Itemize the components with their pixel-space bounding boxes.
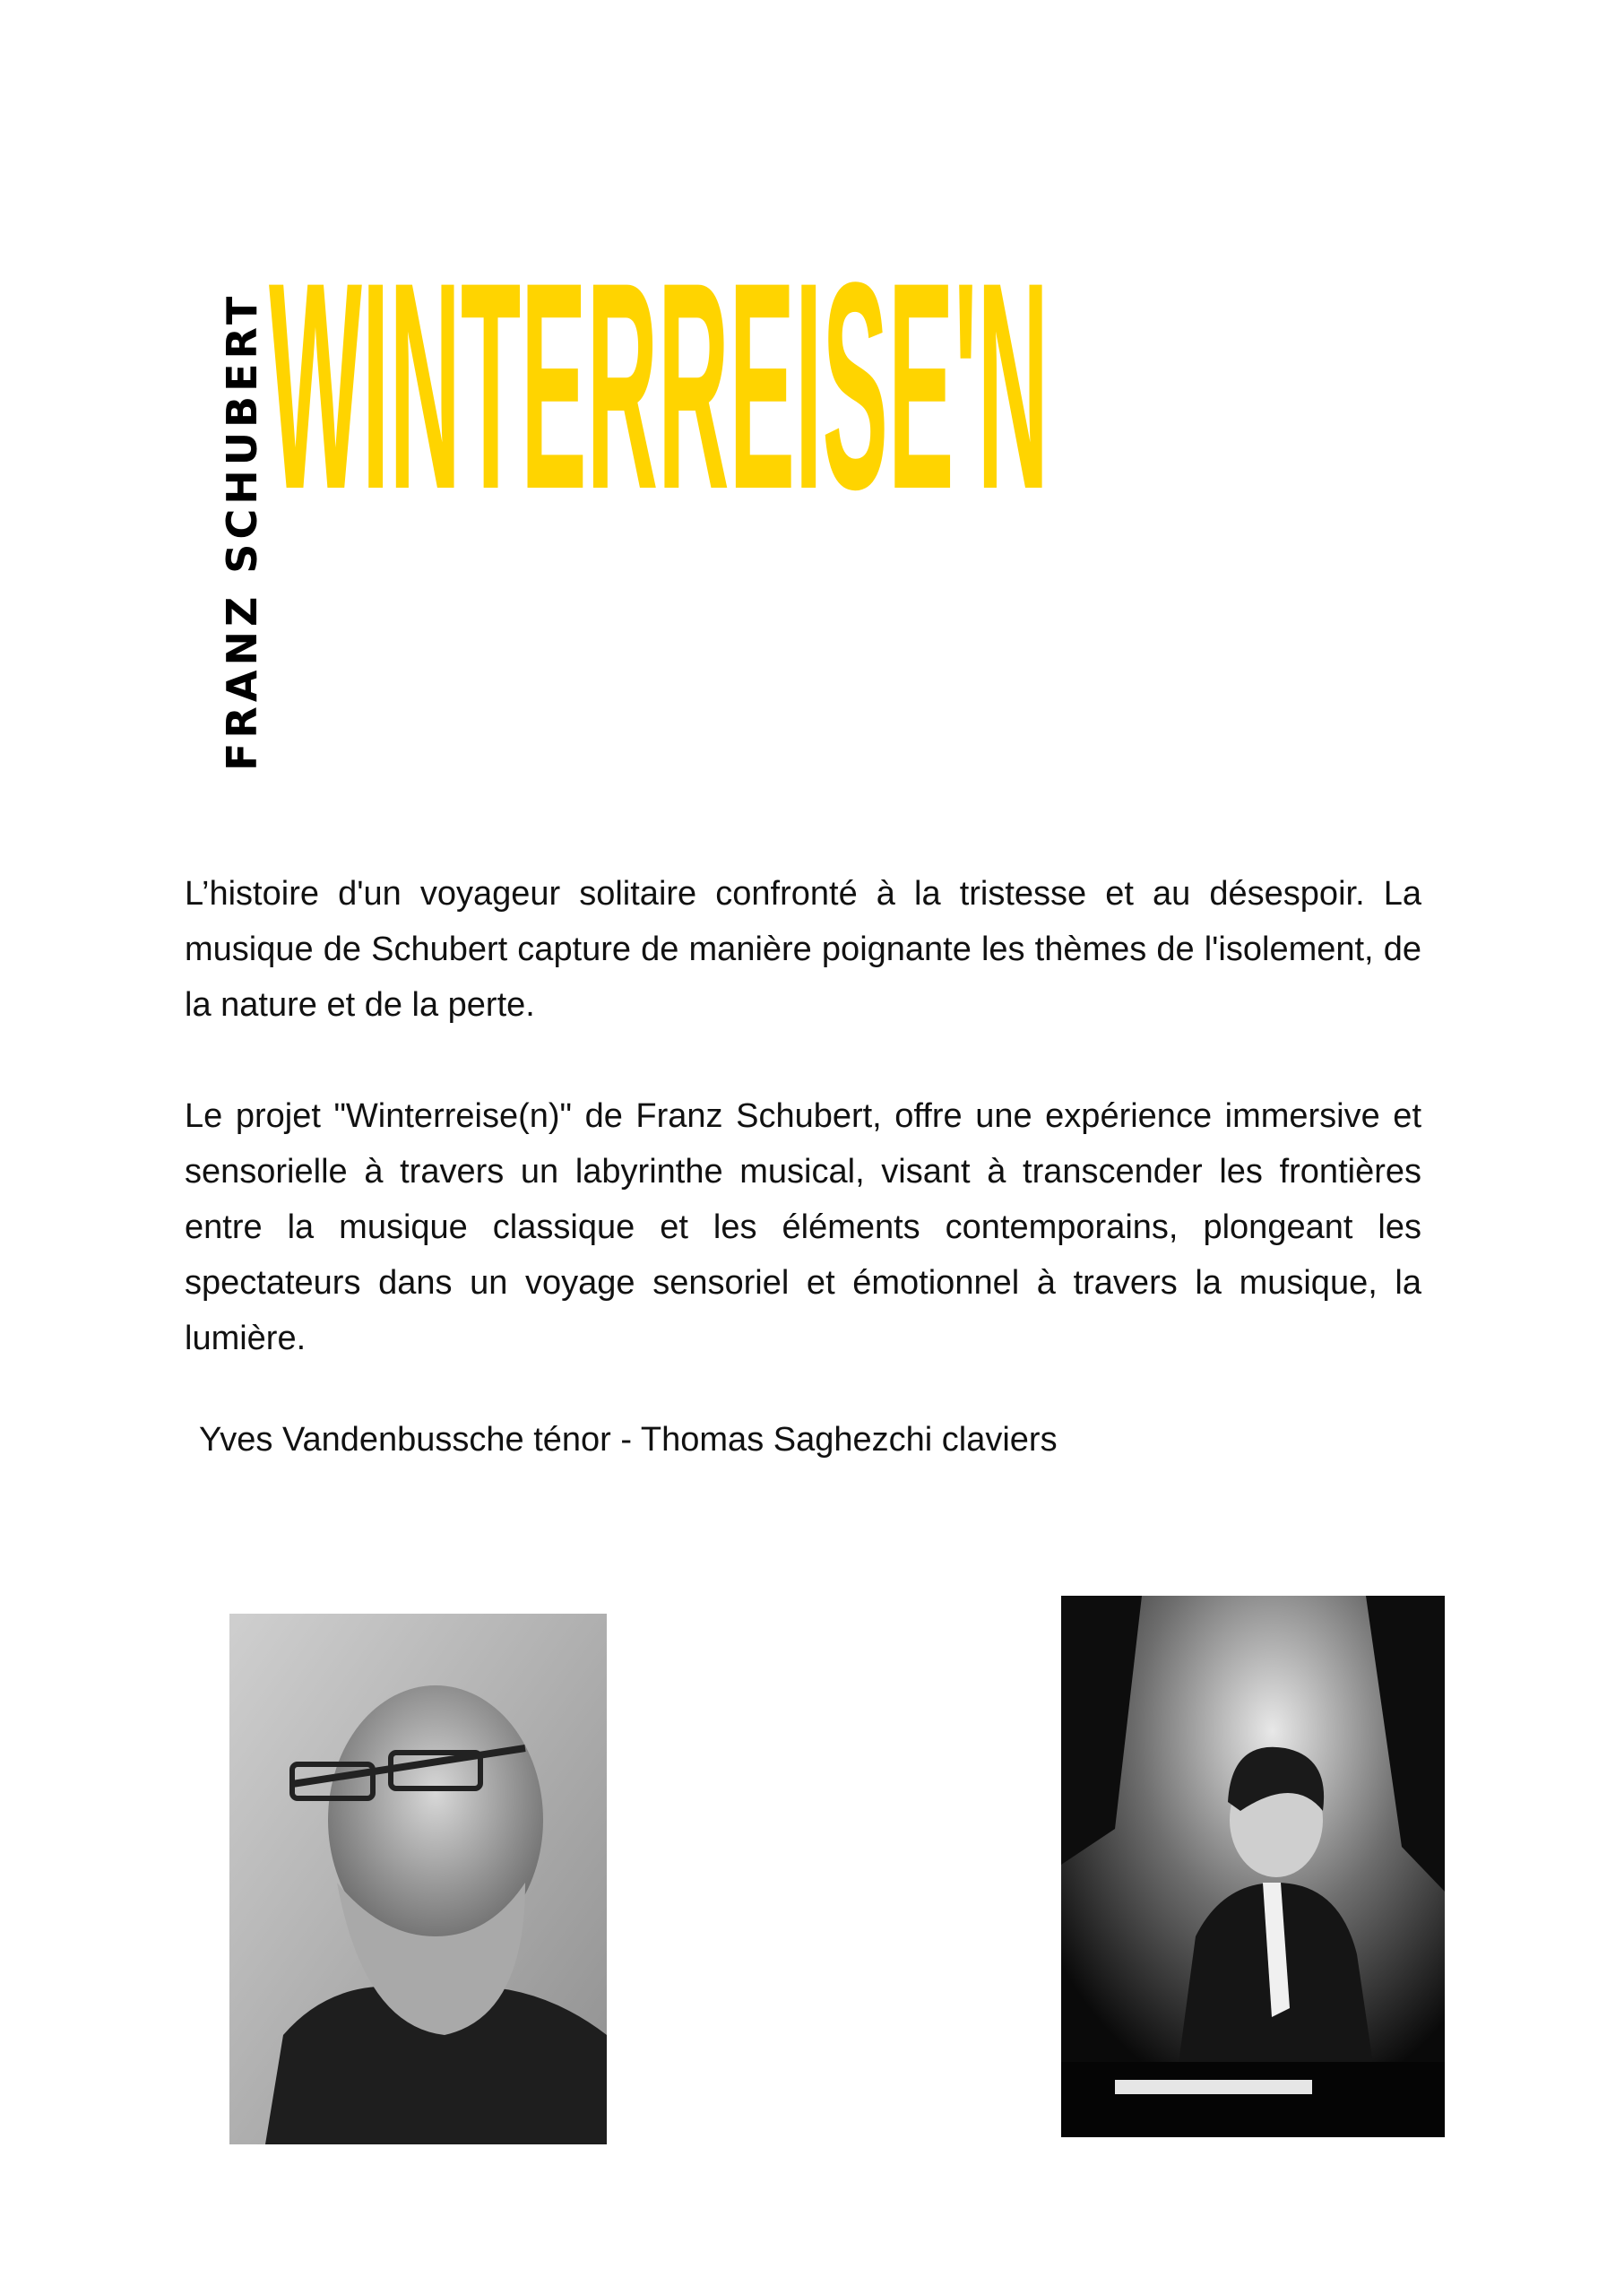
tenor-portrait	[229, 1614, 607, 2144]
composer-name: FRANZ SCHUBERT	[218, 291, 266, 771]
paragraph-project: Le projet "Winterreise(n)" de Franz Schubert, offre une expérience immersive et sensorielle à travers un labyrinthe musical, visant à transcender les frontières entre la musique classique et les éléments contemporains, plongeant les spectateurs dans un voyage sensoriel et émotionnel à travers la musique, la lumière.	[185, 1097, 1421, 1357]
title-text: WINTERREISE'N	[269, 221, 1049, 551]
performers-credits: Yves Vandenbussche ténor - Thomas Saghezchi claviers	[199, 1421, 1058, 1459]
paragraph-story: L’histoire d'un voyageur solitaire confronté à la tristesse et au désespoir. La musique de Schubert capture de manière poignante les thèmes de l'isolement, de la nature et de la perte.	[185, 875, 1421, 1024]
page-title	[269, 193, 1067, 551]
pianist-portrait	[1061, 1596, 1445, 2137]
description	[185, 866, 1421, 1422]
